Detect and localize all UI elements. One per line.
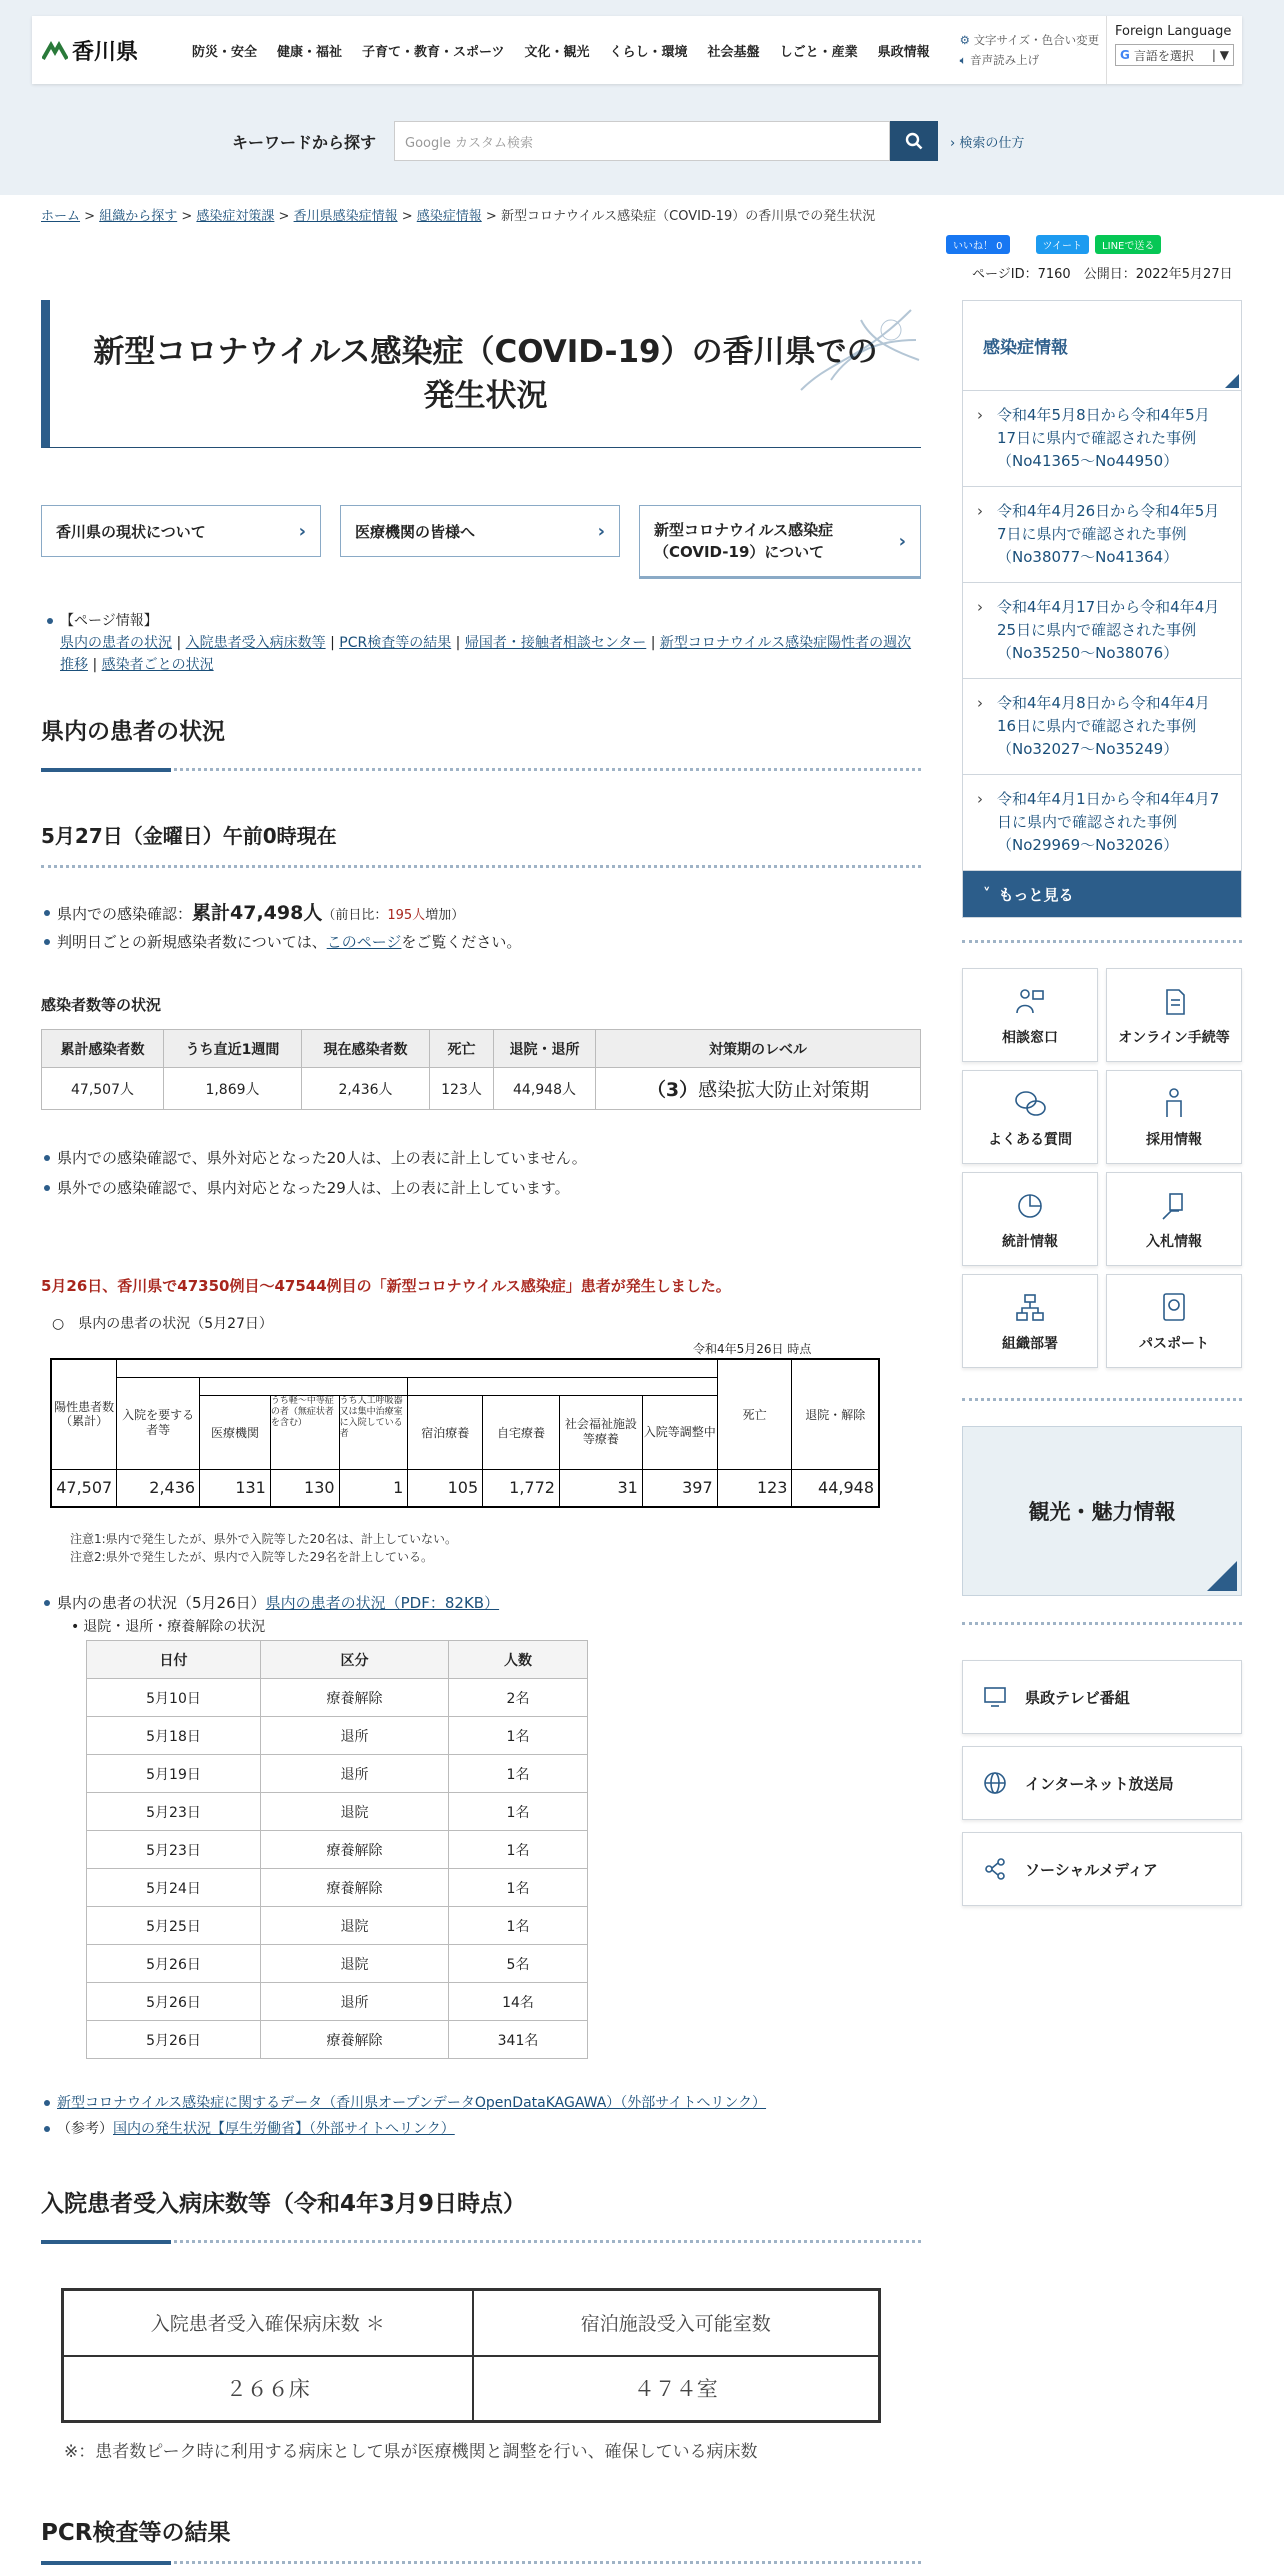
dotted-divider xyxy=(962,940,1242,944)
section-underline xyxy=(41,2559,230,2565)
global-nav xyxy=(182,41,940,60)
discharge-table xyxy=(86,1640,588,2059)
image-table-header: うち人工呼吸器又は集中治療室に入院している者 xyxy=(339,1395,408,1469)
chevron-down-icon: ˅ xyxy=(983,885,991,903)
image-table-header: 陽性患者数（累計） xyxy=(51,1359,117,1469)
faq-tile[interactable]: よくある質問 xyxy=(962,1070,1098,1164)
opendata-link[interactable]: 新型コロナウイルス感染症に関するデータ（香川県オープンデータOpenDataKAGAWA）（外部サイトへリンク） xyxy=(57,2095,767,2111)
image-table-header: 医療機関 xyxy=(200,1395,271,1469)
table-cell: 2,436人 xyxy=(302,1068,430,1110)
table-cell: 療養解除 xyxy=(261,1869,449,1907)
pdf-link[interactable]: 県内の患者の状況（PDF：82KB） xyxy=(265,1594,500,1612)
table-row xyxy=(87,1679,588,1717)
page-info: 【ページ情報】 県内の患者の状況 | 入院患者受入病床数等 | PCR検査等の結果 | 帰国者・接触者相談センター | 新型コロナウイルス感染症陽性者の週次推移 | 感染者ごとの状況 xyxy=(60,610,920,676)
tv-program-link[interactable]: 県政テレビ番組 xyxy=(962,1660,1242,1734)
recruitment-tile[interactable]: 採用情報 xyxy=(1106,1070,1242,1164)
table-cell: 5月26日 xyxy=(87,1945,261,1983)
language-title: Foreign Language xyxy=(1115,24,1232,39)
google-icon: G xyxy=(1120,48,1130,62)
image-table-cell: 131 xyxy=(200,1469,271,1507)
table-cell: 退所 xyxy=(261,1983,449,2021)
table-header: 死亡 xyxy=(430,1030,494,1068)
image-table-header: うち軽～中等症の者（無症状者を含む） xyxy=(270,1395,339,1469)
infection-info-box xyxy=(962,300,1242,918)
image-table-cell: 2,436 xyxy=(117,1469,200,1507)
discharge-subtitle: • 退院・退所・療養解除の状況 xyxy=(71,1619,266,1635)
table-cell: 44,948人 xyxy=(494,1068,596,1110)
share-icon xyxy=(983,1857,1007,1881)
chevron-right-icon: › xyxy=(898,530,906,552)
kagawa-logo-icon xyxy=(42,39,68,61)
speech-bubbles-icon xyxy=(1013,1089,1047,1119)
globe-icon xyxy=(983,1771,1007,1795)
internet-broadcast-link[interactable]: インターネット放送局 xyxy=(962,1746,1242,1820)
table-cell: 療養解除 xyxy=(261,1679,449,1717)
search-icon xyxy=(905,132,923,150)
patient-status-image-table xyxy=(50,1358,880,1508)
list-item: 県内での感染確認：累計47,498人（前日比：195人増加） xyxy=(41,900,921,929)
page-info-label: 【ページ情報】 xyxy=(60,613,158,629)
sidebar-item[interactable]: › 令和4年4月8日から令和4年4月16日に県内で確認された事例（No32027～No35249） xyxy=(963,679,1241,775)
font-size-link[interactable]: ⚙ 文字サイズ・色合い変更 xyxy=(959,33,1100,47)
page-info-link[interactable]: 帰国者・接触者相談センター xyxy=(464,635,647,651)
section-underline xyxy=(41,766,225,772)
search-bar xyxy=(232,121,1024,161)
sidebar-item[interactable]: › 令和4年5月8日から令和4年5月17日に県内で確認された事例（No41365～No44950） xyxy=(963,391,1241,487)
image-table-cell: 123 xyxy=(717,1469,792,1507)
sidebar-item[interactable]: › 令和4年4月26日から令和4年5月7日に県内で確認された事例（No38077～No41364） xyxy=(963,487,1241,583)
subsection-title: 5月27日（金曜日）午前0時現在 xyxy=(41,824,337,848)
image-table-notes: 注意1:県内で発生したが、県外で入院等した20名は、計上していない。 注意2:県外で発生したが、県内で入院等した29名を計上している。 xyxy=(70,1532,457,1564)
org-chart-icon xyxy=(1014,1293,1046,1323)
table-cell: 退所 xyxy=(261,1717,449,1755)
chevron-right-icon: › xyxy=(977,598,983,616)
table-cell: 1名 xyxy=(449,1831,588,1869)
monitor-icon xyxy=(983,1686,1007,1708)
corner-triangle-icon xyxy=(1225,374,1239,388)
section-underline xyxy=(41,2238,526,2244)
image-table-cell: 1,772 xyxy=(483,1469,560,1507)
section-beds xyxy=(41,2185,526,2244)
image-table-cell: 1 xyxy=(339,1469,408,1507)
table-cell: ２６６床 xyxy=(63,2356,473,2422)
document-icon xyxy=(1159,987,1189,1017)
notes-list xyxy=(41,1145,921,1201)
search-input[interactable]: Google カスタム検索 xyxy=(394,121,890,161)
table-cell: 1,869人 xyxy=(164,1068,302,1110)
page-info-link[interactable]: 新型コロナウイルス感染症陽性者の週次推移 xyxy=(60,635,912,673)
pie-chart-icon xyxy=(1015,1191,1045,1221)
subsection-date xyxy=(41,820,921,869)
page-title-box xyxy=(41,300,921,448)
table-header: 退院・退所 xyxy=(494,1030,596,1068)
page-info-link[interactable]: 入院患者受入病床数等 xyxy=(185,635,326,651)
list-item: （参考）国内の発生状況【厚生労働省】（外部サイトへリンク） xyxy=(41,2116,921,2142)
passport-icon xyxy=(1160,1291,1188,1323)
table-cell: 5月24日 xyxy=(87,1869,261,1907)
passport-tile[interactable]: パスポート xyxy=(1106,1274,1242,1368)
table-cell: 14名 xyxy=(449,1983,588,2021)
table-row xyxy=(87,1793,588,1831)
table-cell: 5月18日 xyxy=(87,1717,261,1755)
bidding-tile[interactable]: 入札情報 xyxy=(1106,1172,1242,1266)
table-header: 日付 xyxy=(87,1641,261,1679)
image-table-cell: 105 xyxy=(408,1469,483,1507)
organization-tile[interactable]: 組織部署 xyxy=(962,1274,1098,1368)
site-logo[interactable] xyxy=(32,35,152,66)
line-button[interactable]: LINEで送る xyxy=(1095,235,1161,254)
speaker-icon: 🔈︎ xyxy=(959,53,967,67)
section-title: 県内の患者の状況 xyxy=(41,719,225,745)
bullet-icon xyxy=(47,618,53,624)
nav-button-status[interactable]: 香川県の現状について › xyxy=(41,505,321,557)
person-icon xyxy=(1162,1087,1186,1119)
table-cell: 5月10日 xyxy=(87,1679,261,1717)
section-title: PCR検査等の結果 xyxy=(41,2520,231,2546)
chevron-right-icon: › xyxy=(977,790,983,808)
gear-icon: ⚙ xyxy=(959,33,970,47)
header-tools xyxy=(960,30,1100,70)
table-header: 対策期のレベル xyxy=(596,1030,921,1068)
image-table-header: 宿泊療養 xyxy=(408,1395,483,1469)
nav-item[interactable]: 健康・福祉 xyxy=(277,44,343,60)
dropdown-arrow-icon: | ▼ xyxy=(1211,48,1229,62)
sidebar-item[interactable]: › 令和4年4月1日から令和4年4月7日に県内で確認された事例（No29969～No32026） xyxy=(963,775,1241,871)
language-box xyxy=(1106,16,1242,84)
table-header: 宿泊施設受入可能室数 xyxy=(473,2290,880,2356)
table-row xyxy=(87,1755,588,1793)
quick-links-grid xyxy=(962,968,1242,1368)
section-title: 入院患者受入病床数等（令和4年3月9日時点） xyxy=(41,2191,527,2217)
table-title: 感染者数等の状況 xyxy=(41,996,162,1014)
table-cell: 1名 xyxy=(449,1793,588,1831)
image-table-header: 社会福祉施設等療養 xyxy=(559,1395,642,1469)
consultation-tile[interactable]: 相談窓口 xyxy=(962,968,1098,1062)
logo-text: 香川県 xyxy=(72,38,139,65)
table-header: 区分 xyxy=(261,1641,449,1679)
infection-table xyxy=(41,1029,921,1110)
table-header: うち直近1週間 xyxy=(164,1030,302,1068)
image-table-cell: 47,507 xyxy=(51,1469,117,1507)
section-nav-buttons xyxy=(41,505,921,577)
table-cell: 2名 xyxy=(449,1679,588,1717)
more-button[interactable]: ˅ もっと見る xyxy=(963,871,1241,917)
section-patients xyxy=(41,713,225,772)
language-select[interactable]: G 言語を選択 | ▼ xyxy=(1115,44,1234,66)
list-item xyxy=(41,2090,921,2116)
table-row xyxy=(87,1831,588,1869)
table-cell: 1名 xyxy=(449,1717,588,1755)
sidebar xyxy=(962,300,1242,1918)
new-cases-link[interactable]: このページ xyxy=(326,933,402,951)
table-row xyxy=(87,1907,588,1945)
sidebar-title: 感染症情報 xyxy=(963,301,1241,391)
page-info-link[interactable]: 県内の患者の状況 xyxy=(60,635,172,651)
breadcrumb-current: 新型コロナウイルス感染症（COVID-19）の香川県での発生状況 xyxy=(500,209,876,224)
table-cell: 5月26日 xyxy=(87,2021,261,2059)
chevron-right-icon: › xyxy=(977,406,983,424)
table-cell: 1名 xyxy=(449,1755,588,1793)
image-table-caption: ○ 県内の患者の状況（5月27日） xyxy=(52,1316,273,1332)
tourism-banner[interactable]: 観光・魅力情報 xyxy=(962,1426,1242,1596)
chevron-right-icon: › xyxy=(977,694,983,712)
table-cell: 退院 xyxy=(261,1793,449,1831)
table-cell: 5月19日 xyxy=(87,1755,261,1793)
chevron-right-icon: › xyxy=(597,520,605,542)
search-button[interactable] xyxy=(890,121,938,161)
nav-item[interactable]: くらし・環境 xyxy=(609,44,688,60)
table-cell: 5月23日 xyxy=(87,1793,261,1831)
infection-summary xyxy=(41,900,921,955)
breadcrumb-link[interactable]: 感染症対策課 xyxy=(196,209,275,224)
image-table-cell: 44,948 xyxy=(792,1469,879,1507)
table-header: 入院患者受入確保病床数 ＊ xyxy=(63,2290,473,2356)
corner-triangle-icon xyxy=(1207,1561,1237,1591)
online-procedure-tile[interactable]: オンライン手続等 xyxy=(1106,968,1242,1062)
table-cell: 341名 xyxy=(449,2021,588,2059)
pdf-section xyxy=(41,1590,921,1638)
dotted-divider xyxy=(962,1622,1242,1626)
nav-item[interactable]: 社会基盤 xyxy=(707,44,760,60)
search-help-link[interactable]: › 検索の仕方 xyxy=(950,135,1025,151)
breadcrumb: ホーム > 組織から探す > 感染症対策課 > 香川県感染症情報 > 感染症情報 > 新型コロナウイルス感染症（COVID-19）の香川県での発生状況 xyxy=(41,209,876,224)
breadcrumb-link[interactable]: ホーム xyxy=(41,209,81,224)
beds-note: ※：患者数ピーク時に利用する病床として県が医療機関と調整を行い、確保している病床数 xyxy=(64,2442,758,2462)
nav-item[interactable]: しごと・産業 xyxy=(779,44,858,60)
table-cell: 5月25日 xyxy=(87,1907,261,1945)
table-cell: 1名 xyxy=(449,1907,588,1945)
external-links xyxy=(41,2090,921,2142)
list-item: 県内での感染確認で、県外対応となった20人は、上の表に計上していません。 xyxy=(41,1145,921,1171)
page-title: 新型コロナウイルス感染症（COVID-19）の香川県での発生状況 xyxy=(93,333,878,414)
tweet-button[interactable]: ツイート xyxy=(1036,235,1090,254)
table-header: 現在感染者数 xyxy=(302,1030,430,1068)
table-header: 累計感染者数 xyxy=(42,1030,164,1068)
table-cell: 療養解除 xyxy=(261,1831,449,1869)
table-cell: 5月26日 xyxy=(87,1983,261,2021)
breadcrumb-link[interactable]: 香川県感染症情報 xyxy=(293,209,398,224)
image-table-cell: 31 xyxy=(559,1469,642,1507)
table-row xyxy=(87,1717,588,1755)
table-cell: 退院 xyxy=(261,1907,449,1945)
main-content xyxy=(41,300,921,448)
breadcrumb-link[interactable]: 組織から探す xyxy=(99,209,178,224)
statistics-tile[interactable]: 統計情報 xyxy=(962,1172,1098,1266)
consultation-icon xyxy=(1013,987,1047,1017)
table-row xyxy=(87,1945,588,1983)
list-item: 判明日ごとの新規感染者数については、このページをご覧ください。 xyxy=(41,929,921,955)
table-row xyxy=(87,1869,588,1907)
page-info-link[interactable]: 感染者ごとの状況 xyxy=(101,657,214,673)
dotted-divider xyxy=(41,865,921,869)
chevron-right-icon: › xyxy=(298,520,306,542)
image-table-header: 死亡 xyxy=(717,1359,792,1469)
nav-button-covid[interactable]: 新型コロナウイルス感染症（COVID-19）について › xyxy=(639,505,921,577)
table-cell: 1名 xyxy=(449,1869,588,1907)
hand-document-icon xyxy=(1159,1191,1189,1221)
list-item: 県内の患者の状況（5月26日）県内の患者の状況（PDF：82KB） xyxy=(41,1590,921,1616)
table-header: 人数 xyxy=(449,1641,588,1679)
nav-item[interactable]: 文化・観光 xyxy=(524,44,590,60)
mhlw-link[interactable]: 国内の発生状況【厚生労働省】（外部サイトへリンク） xyxy=(113,2121,455,2137)
voice-link[interactable]: 🔈︎ 音声読み上げ xyxy=(959,53,1040,67)
breadcrumb-link[interactable]: 感染症情報 xyxy=(416,209,482,224)
table-cell: 退所 xyxy=(261,1755,449,1793)
table-cell: 123人 xyxy=(430,1068,494,1110)
table-cell: 療養解除 xyxy=(261,2021,449,2059)
discharge-table-body xyxy=(87,1679,588,2059)
section-pcr xyxy=(41,2514,230,2565)
table-cell: 5月23日 xyxy=(87,1831,261,1869)
table-row xyxy=(87,2021,588,2059)
image-table-date: 令和4年5月26日 時点 xyxy=(693,1342,812,1356)
sidebar-item[interactable]: › 令和4年4月17日から令和4年4月25日に県内で確認された事例（No35250～No38076） xyxy=(963,583,1241,679)
social-media-link[interactable]: ソーシャルメディア xyxy=(962,1832,1242,1906)
table-cell: 5名 xyxy=(449,1945,588,1983)
dotted-divider xyxy=(962,1398,1242,1402)
floral-decoration-icon xyxy=(791,300,921,400)
facebook-like-button[interactable]: いいね！ 0 xyxy=(946,235,1010,254)
table-cell: 47,507人 xyxy=(42,1068,164,1110)
page-meta: ページID：7160 公開日：2022年5月27日 xyxy=(972,267,1233,282)
list-item: 県外での感染確認で、県内対応となった29人は、上の表に計上しています。 xyxy=(41,1175,921,1201)
table-row xyxy=(87,1983,588,2021)
beds-table xyxy=(61,2288,881,2423)
image-table-cell: 130 xyxy=(270,1469,339,1507)
image-table-cell: 397 xyxy=(642,1469,717,1507)
image-table-header: 退院・解除 xyxy=(792,1359,879,1469)
image-table-header: 入院等調整中 xyxy=(642,1395,717,1469)
search-label: キーワードから探す xyxy=(232,132,377,152)
nav-item[interactable]: 防災・安全 xyxy=(192,44,258,60)
table-cell: ４７４室 xyxy=(473,2356,880,2422)
level-cell: （3）感染拡大防止対策期 xyxy=(596,1068,921,1110)
social-buttons xyxy=(946,235,1161,254)
outbreak-heading: 5月26日、香川県で47350例目～47544例目の「新型コロナウイルス感染症」患者が発生しました。 xyxy=(41,1277,731,1295)
image-table-header: 自宅療養 xyxy=(483,1395,560,1469)
nav-item[interactable]: 子育て・教育・スポーツ xyxy=(362,44,505,60)
nav-button-medical[interactable]: 医療機関の皆様へ › xyxy=(340,505,620,557)
page-info-link[interactable]: PCR検査等の結果 xyxy=(339,635,452,651)
chevron-right-icon: › xyxy=(977,502,983,520)
image-table-header: 入院を要する者等 xyxy=(117,1377,200,1469)
site-header xyxy=(32,16,1242,84)
table-cell: 退院 xyxy=(261,1945,449,1983)
nav-item[interactable]: 県政情報 xyxy=(877,44,930,60)
